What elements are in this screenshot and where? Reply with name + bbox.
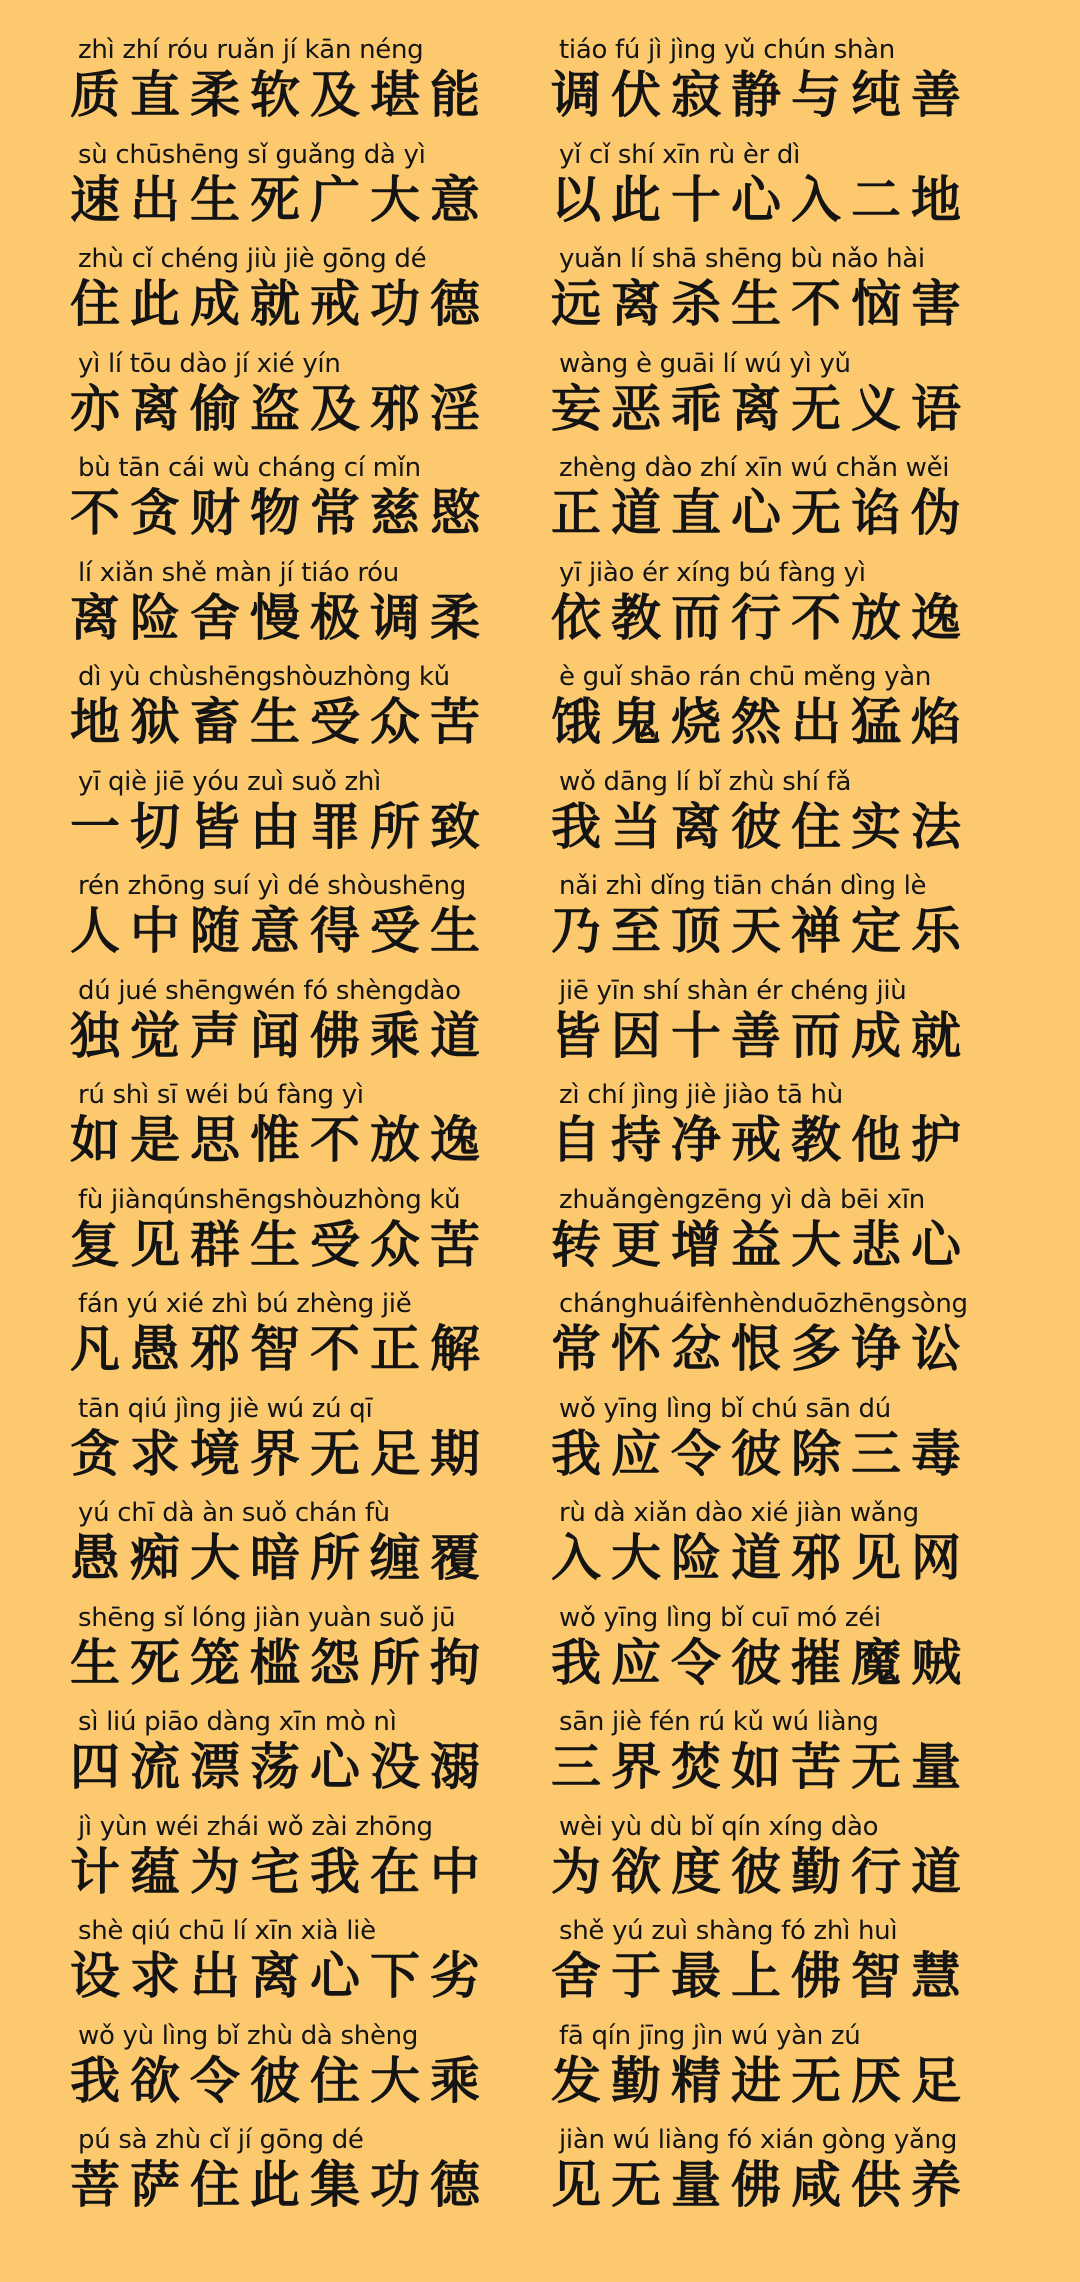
- pinyin-text: nǎi zhì dǐng tiān chán dìng lè: [559, 871, 927, 901]
- verse-line-right: [551, 1184, 1031, 1289]
- pinyin-text: wàng è guāi lí wú yì yǔ: [559, 348, 851, 379]
- verse-line-left: [70, 975, 530, 1080]
- pinyin-text: yuǎn lí shā shēng bù nǎo hài: [559, 244, 925, 274]
- verse-row: [0, 1184, 1080, 1289]
- hanzi-text: 速出生死广大意: [70, 170, 490, 229]
- hanzi-text: 皆因十善而成就: [551, 1006, 971, 1065]
- verse-line-right: [551, 1497, 1031, 1602]
- pinyin-text: sì liú piāo dàng xīn mò nì: [78, 1707, 397, 1737]
- hanzi-text: 住此成就戒功德: [70, 275, 490, 333]
- hanzi-text: 远离杀生不恼害: [551, 275, 971, 333]
- verse-line-left: [70, 766, 530, 871]
- hanzi-text: 依教而行不放逸: [551, 588, 971, 647]
- verse-line-right: [551, 2020, 1031, 2125]
- verse-row: [0, 975, 1080, 1080]
- pinyin-text: wǒ yù lìng bǐ zhù dà shèng: [78, 2020, 419, 2051]
- hanzi-text: 质直柔软及堪能: [70, 66, 490, 124]
- pinyin-text: yī qiè jiē yóu zuì suǒ zhì: [78, 766, 381, 797]
- hanzi-text: 亦离偷盗及邪淫: [70, 379, 490, 438]
- verse-row: [0, 348, 1080, 453]
- pinyin-text: wǒ dāng lí bǐ zhù shí fǎ: [559, 766, 852, 797]
- verse-line-right: [551, 1602, 1031, 1707]
- hanzi-text: 独觉声闻佛乘道: [70, 1006, 490, 1065]
- verse-row: [0, 1706, 1080, 1811]
- verse-line-right: [551, 1288, 1031, 1393]
- hanzi-text: 乃至顶天禅定乐: [551, 902, 971, 960]
- hanzi-text: 计蕴为宅我在中: [70, 1842, 490, 1901]
- verse-row: [0, 2020, 1080, 2125]
- pinyin-text: bù tān cái wù cháng cí mǐn: [78, 453, 421, 483]
- pinyin-text: rù dà xiǎn dào xié jiàn wǎng: [559, 1498, 919, 1528]
- pinyin-text: tān qiú jìng jiè wú zú qī: [78, 1393, 373, 1424]
- pinyin-text: zì chí jìng jiè jiào tā hù: [559, 1080, 843, 1110]
- hanzi-text: 四流漂荡心没溺: [70, 1738, 490, 1796]
- hanzi-text: 我欲令彼住大乘: [70, 2051, 490, 2110]
- hanzi-text: 我应令彼除三毒: [551, 1424, 971, 1483]
- pinyin-text: zhì zhí róu ruǎn jí kān néng: [78, 35, 424, 65]
- hanzi-text: 自持净戒教他护: [551, 1111, 971, 1169]
- hanzi-text: 如是思惟不放逸: [70, 1111, 490, 1169]
- pinyin-text: jì yùn wéi zhái wǒ zài zhōng: [78, 1811, 433, 1842]
- verse-line-left: [70, 34, 530, 139]
- pinyin-text: shè qiú chū lí xīn xià liè: [78, 1916, 376, 1946]
- verse-row: [0, 1079, 1080, 1184]
- hanzi-text: 凡愚邪智不正解: [70, 1320, 490, 1378]
- hanzi-text: 三界焚如苦无量: [551, 1738, 971, 1796]
- verse-line-right: [551, 1706, 1031, 1811]
- pinyin-text: sān jiè fén rú kǔ wú liàng: [559, 1707, 879, 1737]
- hanzi-text: 见无量佛咸供养: [551, 2156, 971, 2214]
- hanzi-text: 一切皆由罪所致: [70, 797, 490, 856]
- verse-line-right: [551, 766, 1031, 871]
- verse-line-right: [551, 243, 1031, 348]
- pinyin-text: tiáo fú jì jìng yǔ chún shàn: [559, 35, 895, 65]
- verse-row: [0, 870, 1080, 975]
- pinyin-text: rú shì sī wéi bú fàng yì: [78, 1080, 364, 1110]
- hanzi-text: 设求出离心下劣: [70, 1947, 490, 2005]
- verse-line-right: [551, 34, 1031, 139]
- hanzi-text: 入大险道邪见网: [551, 1529, 971, 1587]
- verse-line-right: [551, 1079, 1031, 1184]
- verse-line-right: [551, 870, 1031, 975]
- pinyin-text: shēng sǐ lóng jiàn yuàn suǒ jū: [78, 1602, 456, 1633]
- hanzi-text: 妄恶乖离无义语: [551, 379, 971, 438]
- pinyin-text: dì yù chùshēngshòuzhòng kǔ: [78, 662, 450, 692]
- pinyin-text: zhù cǐ chéng jiù jiè gōng dé: [78, 244, 427, 274]
- hanzi-text: 我当离彼住实法: [551, 797, 971, 856]
- verse-line-left: [70, 1393, 530, 1498]
- pinyin-text: yǐ cǐ shí xīn rù èr dì: [559, 139, 801, 170]
- verse-line-left: [70, 1497, 530, 1602]
- verse-row: [0, 1602, 1080, 1707]
- pinyin-text: jiàn wú liàng fó xián gòng yǎng: [559, 2125, 958, 2155]
- verse-row: [0, 452, 1080, 557]
- verse-line-right: [551, 557, 1031, 662]
- verse-line-right: [551, 1915, 1031, 2020]
- hanzi-text: 转更增益大悲心: [551, 1215, 971, 1274]
- pinyin-text: è guǐ shāo rán chū měng yàn: [559, 662, 932, 692]
- pinyin-text: yì lí tōu dào jí xié yín: [78, 348, 341, 379]
- verse-line-left: [70, 1184, 530, 1289]
- verse-line-left: [70, 870, 530, 975]
- verse-row: [0, 661, 1080, 766]
- verse-line-left: [70, 1915, 530, 2020]
- verse-line-left: [70, 661, 530, 766]
- verse-line-left: [70, 1706, 530, 1811]
- verse-row: [0, 1288, 1080, 1393]
- verse-row: [0, 1811, 1080, 1916]
- hanzi-text: 地狱畜生受众苦: [70, 693, 490, 751]
- verse-row: [0, 243, 1080, 348]
- verse-line-left: [70, 2124, 530, 2229]
- pinyin-text: wǒ yīng lìng bǐ chú sān dú: [559, 1393, 891, 1424]
- verse-line-left: [70, 243, 530, 348]
- hanzi-text: 我应令彼摧魔贼: [551, 1633, 971, 1692]
- verse-row: [0, 1915, 1080, 2020]
- pinyin-text: shě yú zuì shàng fó zhì huì: [559, 1916, 898, 1946]
- verse-line-left: [70, 1811, 530, 1916]
- hanzi-text: 饿鬼烧然出猛焰: [551, 693, 971, 751]
- verse-line-right: [551, 139, 1031, 244]
- hanzi-text: 菩萨住此集功德: [70, 2156, 490, 2214]
- pinyin-text: wèi yù dù bǐ qín xíng dào: [559, 1811, 879, 1842]
- hanzi-text: 为欲度彼勤行道: [551, 1842, 971, 1901]
- hanzi-text: 正道直心无谄伪: [551, 484, 971, 542]
- pinyin-text: dú jué shēngwén fó shèngdào: [78, 975, 461, 1006]
- verse-line-left: [70, 2020, 530, 2125]
- verse-line-right: [551, 2124, 1031, 2229]
- pinyin-text: sù chūshēng sǐ guǎng dà yì: [78, 139, 426, 170]
- pinyin-text: zhèng dào zhí xīn wú chǎn wěi: [559, 453, 950, 483]
- verse-row: [0, 557, 1080, 662]
- verse-line-right: [551, 975, 1031, 1080]
- pinyin-text: yī jiào ér xíng bú fàng yì: [559, 557, 866, 588]
- verse-line-right: [551, 1811, 1031, 1916]
- pinyin-text: rén zhōng suí yì dé shòushēng: [78, 871, 467, 901]
- pinyin-text: zhuǎngèngzēng yì dà bēi xīn: [559, 1184, 925, 1215]
- pinyin-text: fù jiànqúnshēngshòuzhòng kǔ: [78, 1184, 461, 1215]
- verse-line-left: [70, 1288, 530, 1393]
- verse-line-right: [551, 661, 1031, 766]
- verse-line-left: [70, 1079, 530, 1184]
- verse-line-left: [70, 557, 530, 662]
- pinyin-text: pú sà zhù cǐ jí gōng dé: [78, 2125, 364, 2155]
- verse-line-left: [70, 1602, 530, 1707]
- hanzi-text: 以此十心入二地: [551, 170, 971, 229]
- hanzi-text: 舍于最上佛智慧: [551, 1947, 971, 2005]
- verse-row: [0, 1393, 1080, 1498]
- verse-line-left: [70, 348, 530, 453]
- verse-line-right: [551, 1393, 1031, 1498]
- pinyin-text: lí xiǎn shě màn jí tiáo róu: [78, 557, 399, 588]
- verse-row: [0, 2124, 1080, 2229]
- verse-line-right: [551, 452, 1031, 557]
- hanzi-text: 离险舍慢极调柔: [70, 588, 490, 647]
- hanzi-text: 常怀忿恨多诤讼: [551, 1320, 971, 1378]
- hanzi-text: 不贪财物常慈愍: [70, 484, 490, 542]
- pinyin-text: fā qín jīng jìn wú yàn zú: [559, 2020, 861, 2051]
- pinyin-text: fán yú xié zhì bú zhèng jiě: [78, 1289, 412, 1319]
- verse-row: [0, 1497, 1080, 1602]
- pinyin-text: chánghuáifènhènduōzhēngsòng: [559, 1289, 968, 1319]
- hanzi-text: 愚痴大暗所缠覆: [70, 1529, 490, 1587]
- hanzi-text: 贪求境界无足期: [70, 1424, 490, 1483]
- hanzi-text: 调伏寂静与纯善: [551, 66, 971, 124]
- hanzi-text: 生死笼槛怨所拘: [70, 1633, 490, 1692]
- hanzi-text: 人中随意得受生: [70, 902, 490, 960]
- pinyin-text: yú chī dà àn suǒ chán fù: [78, 1498, 390, 1528]
- verse-row: [0, 766, 1080, 871]
- verse-line-right: [551, 348, 1031, 453]
- pinyin-text: wǒ yīng lìng bǐ cuī mó zéi: [559, 1602, 881, 1633]
- verse-row: [0, 139, 1080, 244]
- hanzi-text: 发勤精进无厌足: [551, 2051, 971, 2110]
- verse-line-left: [70, 452, 530, 557]
- pinyin-text: jiē yīn shí shàn ér chéng jiù: [559, 975, 907, 1006]
- hanzi-text: 复见群生受众苦: [70, 1215, 490, 1274]
- verse-row: [0, 34, 1080, 139]
- verse-line-left: [70, 139, 530, 244]
